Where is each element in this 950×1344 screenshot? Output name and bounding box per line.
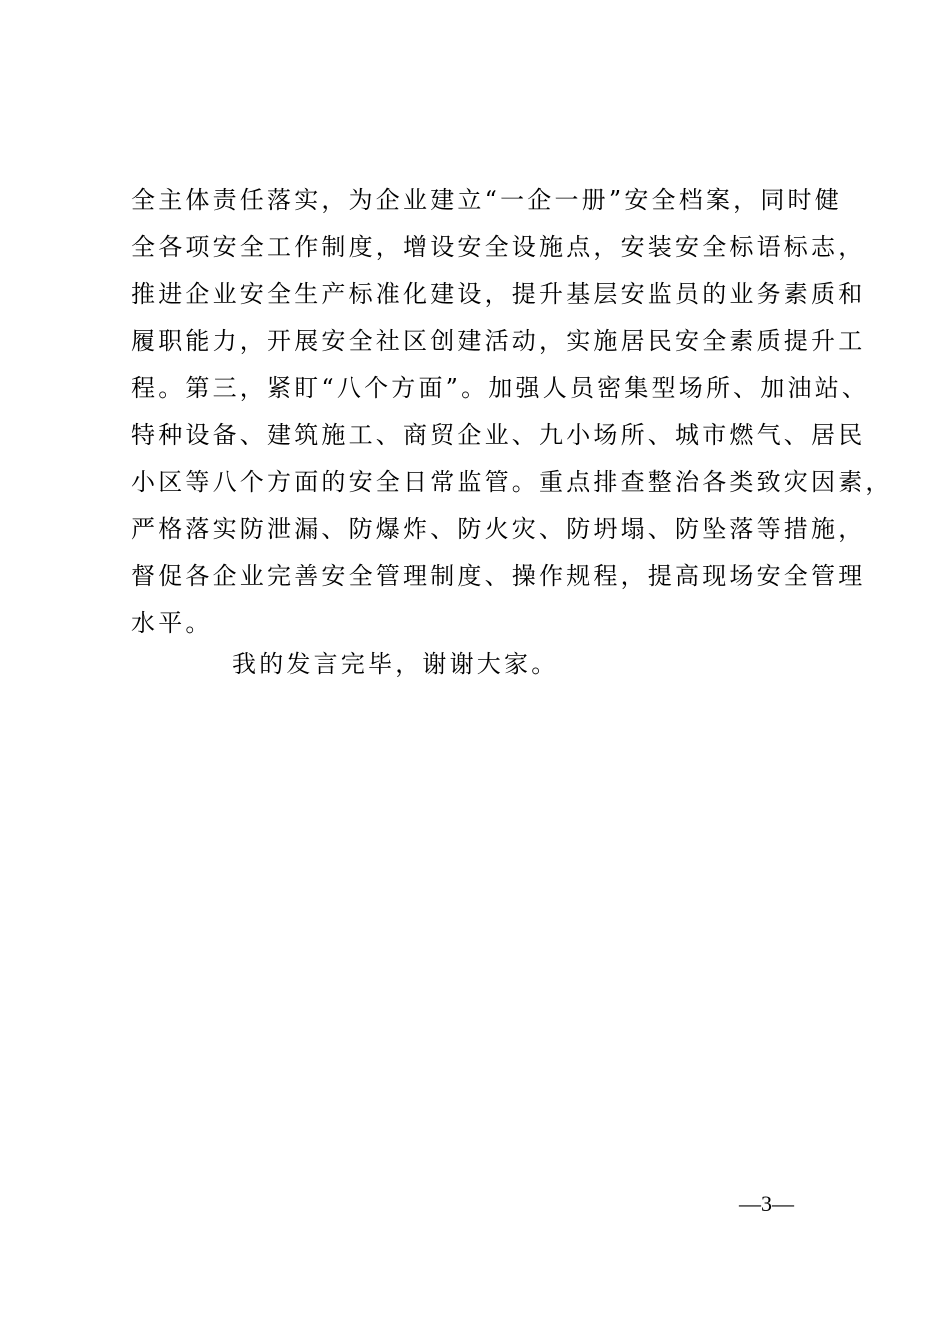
paragraph-line: 水平。	[131, 609, 213, 637]
paragraph-line: 严格落实防泄漏、防爆炸、防火灾、防坍塌、防坠落等措施，	[131, 515, 866, 543]
closing-remark: 我的发言完毕，谢谢大家。	[232, 650, 559, 678]
paragraph-line: 督促各企业完善安全管理制度、操作规程，提高现场安全管理	[131, 562, 866, 590]
page-number: —3—	[739, 1191, 794, 1216]
paragraph-line: 全各项安全工作制度，增设安全设施点，安装安全标语标志，	[131, 233, 866, 261]
paragraph-line: 履职能力，开展安全社区创建活动，实施居民安全素质提升工	[131, 327, 866, 355]
body-paragraph	[131, 180, 893, 650]
paragraph-line: 小区等八个方面的安全日常监管。重点排查整治各类致灾因素，	[131, 468, 893, 496]
paragraph-line: 推进企业安全生产标准化建设，提升基层安监员的业务素质和	[131, 280, 866, 308]
paragraph-line: 全主体责任落实，为企业建立“一企一册”安全档案，同时健	[131, 186, 842, 214]
paragraph-line: 特种设备、建筑施工、商贸企业、九小场所、城市燃气、居民	[131, 421, 866, 449]
paragraph-line: 程。第三，紧盯“八个方面”。加强人员密集型场所、加油站、	[131, 374, 870, 402]
